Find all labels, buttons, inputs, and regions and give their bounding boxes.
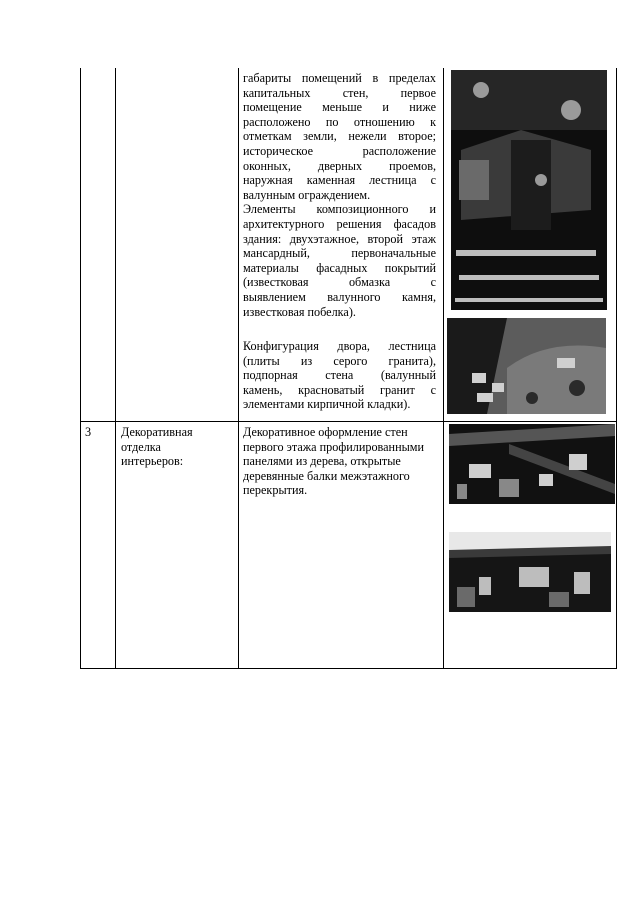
photo-interior-beams: [449, 424, 615, 504]
photo-stairs-garden: [451, 70, 607, 310]
text-line: отделка: [121, 439, 161, 454]
text-line: деревянные балки межэтажного: [243, 468, 410, 483]
text-line: здания: двухэтажное, второй этаж: [243, 231, 436, 246]
table-border-bottom: [80, 668, 617, 669]
text-line: подпорная стена (валунный: [243, 368, 436, 383]
text-line: (известковая обмазка с: [243, 275, 436, 290]
text-line: элементами кирпичной кладки).: [243, 397, 411, 412]
table-divider-col1: [115, 68, 116, 668]
row-name: [121, 425, 233, 469]
text-line: Элементы композиционного и: [243, 202, 436, 217]
text-line: валунным ограждением.: [243, 187, 371, 202]
text-line: историческое расположение: [243, 143, 436, 158]
row-top-description-2: [243, 339, 436, 412]
table-divider-col3: [443, 68, 444, 668]
text-line: интерьеров:: [121, 454, 184, 469]
text-line: материалы фасадных покрытий: [243, 260, 436, 275]
text-line: мансардный, первоначальные: [243, 246, 436, 261]
row-number: 3: [85, 425, 92, 439]
text-line: оконных, дверных проемов,: [243, 158, 436, 173]
text-line: (плиты из серого гранита),: [243, 353, 436, 368]
text-line: первого этажа профилированными: [243, 439, 425, 454]
text-line: Конфигурация двора, лестница: [243, 339, 436, 353]
text-line: отметкам земли, нежели второе;: [243, 129, 436, 144]
text-line: известковая побелка).: [243, 304, 356, 319]
row-description: [243, 425, 439, 498]
text-line: камень, красноватый гранит с: [243, 382, 436, 397]
text-line: панелями из дерева, открытые: [243, 454, 401, 469]
row-top-description: [243, 71, 436, 319]
text-line: Декоративное оформление стен: [243, 425, 408, 439]
text-line: капитальных стен, первое: [243, 85, 436, 100]
text-line: наружная каменная лестница с: [243, 173, 436, 188]
table-border-right: [616, 68, 617, 668]
table-divider-col2: [238, 68, 239, 668]
text-line: габариты помещений в пределах: [243, 71, 436, 85]
text-line: архитектурного решения фасадов: [243, 216, 436, 231]
text-line: помещение меньше и ниже: [243, 100, 436, 115]
table-border-left: [80, 68, 81, 668]
text-line: Декоративная: [121, 425, 193, 439]
text-line: расположено по отношению к: [243, 114, 436, 129]
text-line: выявлением валунного камня,: [243, 289, 436, 304]
text-line: перекрытия.: [243, 483, 308, 498]
photo-interior-room: [449, 532, 611, 612]
photo-retaining-wall: [447, 318, 606, 414]
row-separator: [80, 421, 617, 422]
